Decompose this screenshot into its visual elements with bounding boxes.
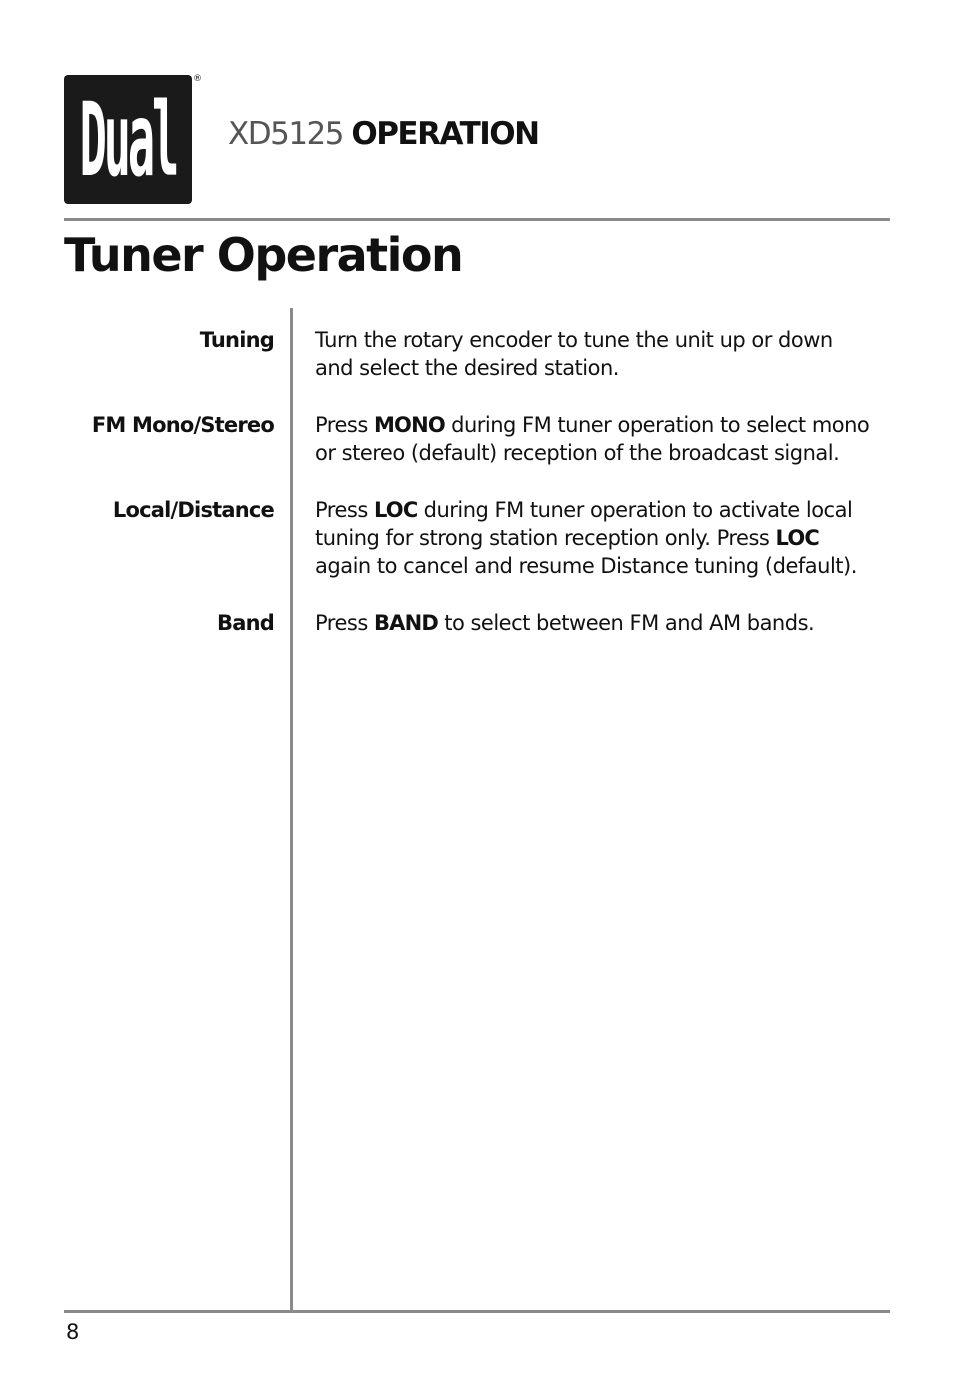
bottom-divider [64,1310,890,1313]
description-text: to select between FM and AM bands. [438,611,815,635]
description-text: Press [315,413,374,437]
button-name: LOC [373,498,418,522]
description-line [315,439,890,467]
description-text: tuning for strong station reception only. Press [315,526,776,550]
row-desc-band [315,609,890,637]
row-label-fm-mono-stereo: FM Mono/Stereo [91,413,274,437]
registered-mark: ® [193,74,202,84]
button-name: MONO [373,413,445,437]
description-line [315,326,890,354]
column-divider [290,308,293,1313]
row-label-band: Band [217,611,274,635]
description-text: Turn the rotary encoder to tune the unit up or down [315,328,833,352]
button-name: BAND [373,611,439,635]
description-text: again to cancel and resume Distance tuning (default). [315,554,857,578]
description-line [315,496,890,524]
logo-wordmark: Dual [79,80,177,199]
description-line [315,524,890,552]
row-desc-local-distance [315,496,890,580]
model-heading [228,116,539,152]
row-label-local-distance: Local/Distance [112,498,274,522]
description-text: during FM tuner operation to activate local [417,498,853,522]
section-name: OPERATION [351,116,539,152]
row-desc-tuning [315,326,890,382]
description-line [315,609,890,637]
dual-logo [64,75,192,204]
description-text: or stereo (default) reception of the broadcast signal. [315,441,840,465]
model-number: XD5125 [228,116,343,152]
row-label-tuning: Tuning [199,328,274,352]
description-line [315,411,890,439]
button-name: LOC [775,526,820,550]
top-divider [64,218,890,221]
page-title: Tuner Operation [64,228,463,282]
description-text: during FM tuner operation to select mono [444,413,870,437]
description-line [315,552,890,580]
page-number: 8 [66,1320,80,1344]
row-desc-fm-mono-stereo [315,411,890,467]
description-text: Press [315,498,374,522]
description-text: and select the desired station. [315,356,619,380]
description-line [315,354,890,382]
description-text: Press [315,611,374,635]
